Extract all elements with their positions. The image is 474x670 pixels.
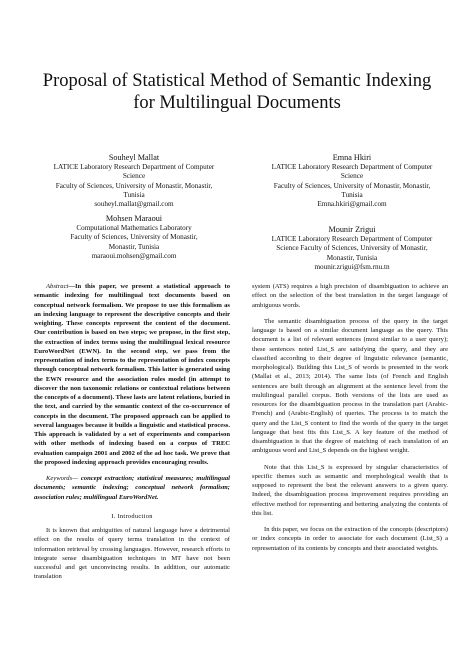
- section-heading-introduction: I. Introduction: [111, 512, 153, 520]
- author-email: mounir.zrigui@fsm.rnu.tn: [314, 262, 390, 271]
- left-column: [34, 282, 230, 582]
- author-affiliation-line: Faculty of Sciences, University of Monastir, Monastir,: [273, 181, 431, 190]
- author-affiliation-line: Science Faculty of Sciences, University of Monastir,: [276, 244, 428, 253]
- author-affiliation-line: LATICE Laboratory Research Department of Computer: [271, 235, 433, 243]
- abstract: [34, 282, 230, 467]
- abstract-lead: Abstract: [46, 283, 69, 290]
- author-affiliation-line: Monastir, Tunisia: [108, 242, 160, 251]
- author-name: Mohsen Maraoui: [105, 214, 163, 223]
- author-affiliation-line: Computational Mathematics Laboratory: [76, 224, 192, 232]
- author-affiliation-line: Tunisia: [123, 190, 145, 199]
- keywords-text: concept extraction; statistical measures; multilingual documents; semantic indexing; conceptual network formalism; association rules; multilingual EuroWordNet.: [34, 475, 230, 501]
- body-paragraph: The semantic disambiguation process of the query in the target language is based on a similar document language as the query. This document is a list of relevant sentences (most similar to a user query); these sentences noted List_S are satisfying the query, and they are classified according to their degree of linguistic relevance (semantic, morphological). Building this List_S of words is presented in the work (Mallat et al., 2013; 2014). The same lists (of French and English sentences are built through an alignment at the sentence level from the multilingual parallel corpus. Both versions of the lists are used as resources for the disambiguation process in the translation part (Arabic-French) and (Arabic-English) of queries. The process is to match the query and the List_S content to find the words of the query in the target language that best fits this List_S. A key feature of the method of disambiguation is that the degree of matching of each translation of an ambiguous word and List_S depends on the highest weight.: [252, 317, 448, 455]
- author-name: Mounir Zrigui: [328, 225, 376, 234]
- right-column: [252, 282, 448, 553]
- author-affiliation-line: Faculty of Sciences, University of Monastir,: [70, 233, 198, 242]
- author-block-3: [34, 213, 234, 261]
- author-affiliation-line: Science: [122, 172, 146, 181]
- paper-title: [20, 70, 454, 114]
- author-email: Emna.hkiri@gmail.com: [317, 200, 387, 209]
- author-block-1: [34, 152, 234, 209]
- body-paragraph: In this paper, we focus on the extraction of the concepts (descriptors) or index concepts in order to associate for each document (List_S) a representation of its contents by concepts and their associated weights.: [252, 526, 448, 552]
- title-line-2: for Multilingual Documents: [133, 93, 341, 113]
- introduction-paragraph: It is known that ambiguities of natural language have a detrimental effect on the results of query terms translation in the context of information retrieval by crossing languages. However, research efforts to integrate sense disambiguation techniques in MT have not been successful and get unconvincing results. In addition, our automatic translation: [34, 527, 230, 581]
- author-email: souheyl.mallat@gmail.com: [94, 200, 174, 209]
- author-block-4: [252, 224, 452, 272]
- body-paragraph: Note that this List_S is expressed by singular characteristics of specific themes such as semantic and morphological wealth that is supposed to represent the best the relevant answers to a given query. Indeed, the disambiguation process improvement requires providing an effective method for representing and bettering analyzing the contents of this list.: [252, 463, 448, 517]
- title-line-1: Proposal of Statistical Method of Semantic Indexing: [42, 71, 432, 91]
- author-name: Souheyl Mallat: [108, 153, 160, 162]
- author-block-2: [252, 152, 452, 209]
- author-name: Emna Hkiri: [332, 153, 372, 162]
- keywords-lead: Keywords—: [46, 475, 78, 482]
- abstract-text: —In this paper, we present a statistical approach to semantic indexing for multilingual text documents based on conceptual network formalism. We propose to use this formalism as an indexing language to represent the descriptive concepts and their weighting. These concepts represent the content of the document. Our contribution is based on two steps; we propose, in the first step, the extraction of index terms using the multilingual lexical resource EuroWordNet (EWN). In the second step, we pass from the representation of index terms to the representation of index concepts through conceptual network formalism. This latter is generated using the EWN resource and the association rules model (in attempt to discover the non taxonomic relations or contextual relations between the concepts of a document). These lasts are latent relations, buried in the text, and carried by the semantic context of the co-occurrence of concepts in the document. The proposed approach can be applied to several languages because it builds a linguistic and statistical process. This approach is validated by a set of experiments and comparison with other methods of indexing based on a corpus of TREC evaluation campaign 2001 and 2002 of the ad hoc task. We prove that the proposed indexing approach provides encouraging results.: [34, 283, 230, 466]
- author-affiliation-line: LATICE Laboratory Research Department of Computer: [271, 163, 433, 171]
- body-paragraph: system (ATS) requires a high precision of disambiguation to achieve an effect on the selection of the best translation in the target language of ambiguous words.: [252, 283, 448, 309]
- author-affiliation-line: Tunisia: [341, 190, 363, 199]
- keywords: [34, 474, 230, 502]
- author-affiliation-line: LATICE Laboratory Research Department of Computer: [53, 163, 215, 171]
- author-email: maraoui.mohsen@gmail.com: [91, 251, 177, 260]
- author-affiliation-line: Faculty of Sciences, University of Monastir, Monastir,: [55, 181, 213, 190]
- author-affiliation-line: Science: [340, 172, 364, 181]
- author-affiliation-line: Monastir, Tunisia: [326, 253, 378, 262]
